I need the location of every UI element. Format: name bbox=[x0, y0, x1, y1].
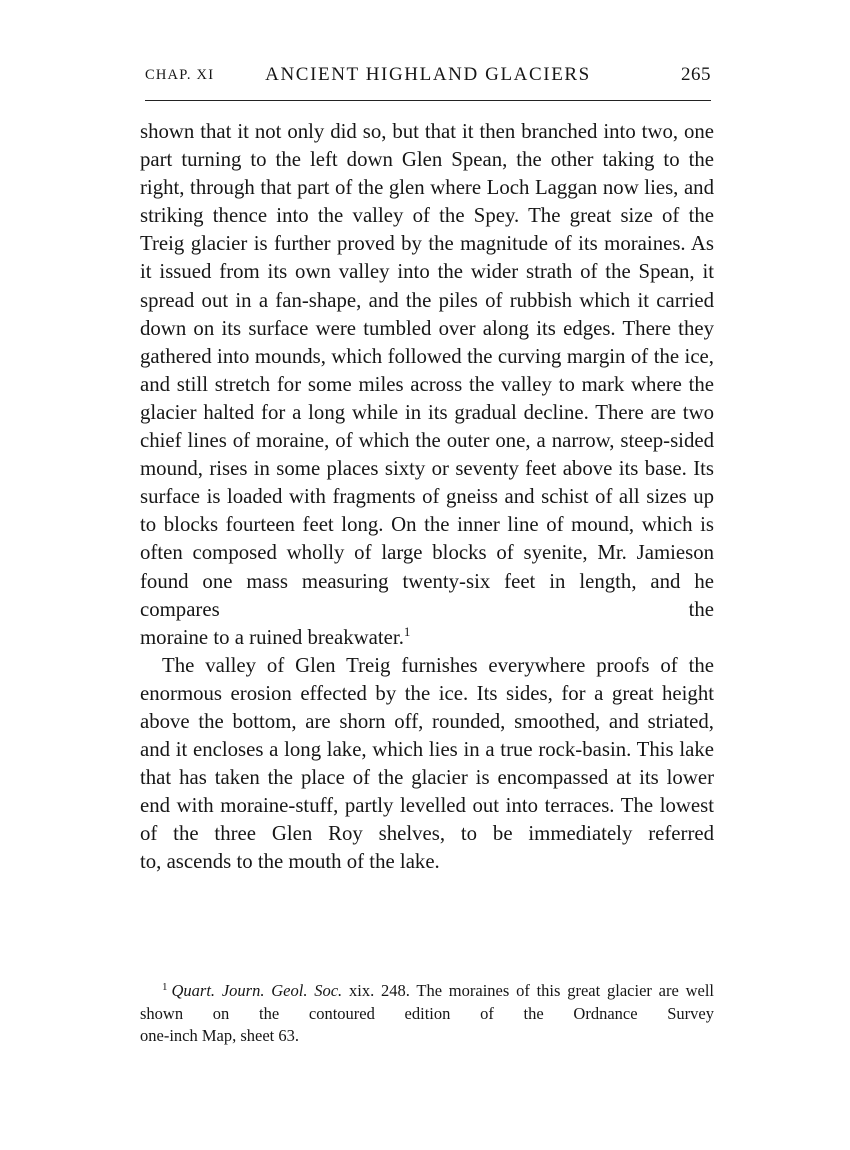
footnote-marker: 1 bbox=[162, 981, 168, 993]
footnote-line: The moraines of this great bbox=[416, 981, 601, 1000]
text-line: great height above the bottom, are shorn off, rounded, bbox=[140, 681, 715, 733]
text-line: issued from its own valley into the wider strath of the Spean, bbox=[159, 260, 695, 284]
text-line: moraine-stuff, partly levelled out into terraces. The lowest bbox=[220, 794, 715, 818]
text-line: moraine to a ruined breakwater. bbox=[140, 625, 404, 649]
chapter-label: CHAP. XI bbox=[145, 67, 215, 83]
header-rule bbox=[145, 100, 711, 101]
text-line: shown that it not only did so, but that it then branched bbox=[140, 120, 598, 143]
text-line: sided mound, rises in some places sixty or seventy feet above bbox=[140, 429, 714, 481]
text-line: schist of all sizes up to blocks fourteen feet long. On the bbox=[140, 485, 714, 537]
text-line: large blocks of syenite, Mr. Jamieson found one mass bbox=[140, 541, 715, 593]
paragraph-2 bbox=[140, 652, 714, 849]
text-line: miles across the valley to mark where the glacier halted for bbox=[140, 372, 714, 424]
text-line: smoothed, and striated, and it encloses a long lake, which bbox=[140, 709, 714, 762]
footnote-citation bbox=[172, 981, 410, 1000]
text-line: further proved by the magnitude of its moraines. As it bbox=[140, 232, 714, 284]
journal-title: Quart. Journ. Geol. Soc. bbox=[171, 981, 343, 1000]
text-line: it spread out in a fan-shape, and the piles of rubbish which bbox=[140, 260, 714, 312]
paragraph-2-last-line bbox=[140, 848, 714, 876]
page-number: 265 bbox=[681, 64, 711, 85]
text-line: of the three Glen Roy shelves, to be immediately referred bbox=[140, 822, 714, 846]
footnote-last-line bbox=[140, 1025, 714, 1048]
text-line: into two, one part turning to the left down Glen Spean, the bbox=[140, 120, 714, 172]
text-line: place of the glacier is encompassed at its lower end with bbox=[140, 766, 715, 818]
body-text bbox=[140, 118, 714, 877]
text-line: lies in a true rock-basin. This lake that has taken the bbox=[140, 738, 714, 790]
text-line: to, ascends to the mouth of the lake. bbox=[140, 850, 440, 874]
running-head bbox=[145, 64, 711, 90]
text-line: a long while in its gradual decline. There are two chief bbox=[140, 400, 715, 453]
footnote-reference: 1 bbox=[403, 623, 411, 639]
paragraph-1-last-line bbox=[140, 624, 714, 652]
paragraph-1 bbox=[140, 118, 714, 624]
journal-reference: xix. 248. bbox=[348, 981, 410, 1000]
text-line: it carried down on its surface were tumbled over along its bbox=[140, 288, 714, 340]
text-line: measuring twenty-six feet in length, and he compares the bbox=[140, 569, 715, 621]
chapter-title: ANCIENT HIGHLAND GLACIERS bbox=[265, 64, 591, 85]
text-line: inner line of mound, which is often composed wholly of bbox=[140, 513, 714, 565]
footnote-body bbox=[140, 980, 714, 1025]
text-line: the curving margin of the ice, and still stretch for some bbox=[140, 344, 714, 396]
text-line: its base. Its surface is loaded with fragments of gneiss and bbox=[140, 457, 715, 509]
text-line: lines of moraine, of which the outer one, a narrow, steep- bbox=[187, 429, 671, 453]
footnote-line: glacier are well shown on the contoured edition of the Ordnance Survey bbox=[140, 981, 715, 1023]
text-line: valley of the Spey. The great size of the Treig glacier is bbox=[140, 204, 715, 256]
footnote bbox=[140, 980, 714, 1048]
footnote-line: one-inch Map, sheet 63. bbox=[140, 1026, 299, 1045]
text-line: the enormous erosion effected by the ice. Its sides, for a bbox=[140, 653, 714, 705]
text-line: other taking to the right, through that part of the glen bbox=[140, 148, 714, 200]
text-line: edges. There they gathered into mounds, which followed bbox=[140, 316, 714, 368]
text-line: where Loch Laggan now lies, and striking thence into the bbox=[140, 176, 714, 228]
text-line: The valley of Glen Treig furnishes everywhere proofs of bbox=[162, 653, 678, 677]
